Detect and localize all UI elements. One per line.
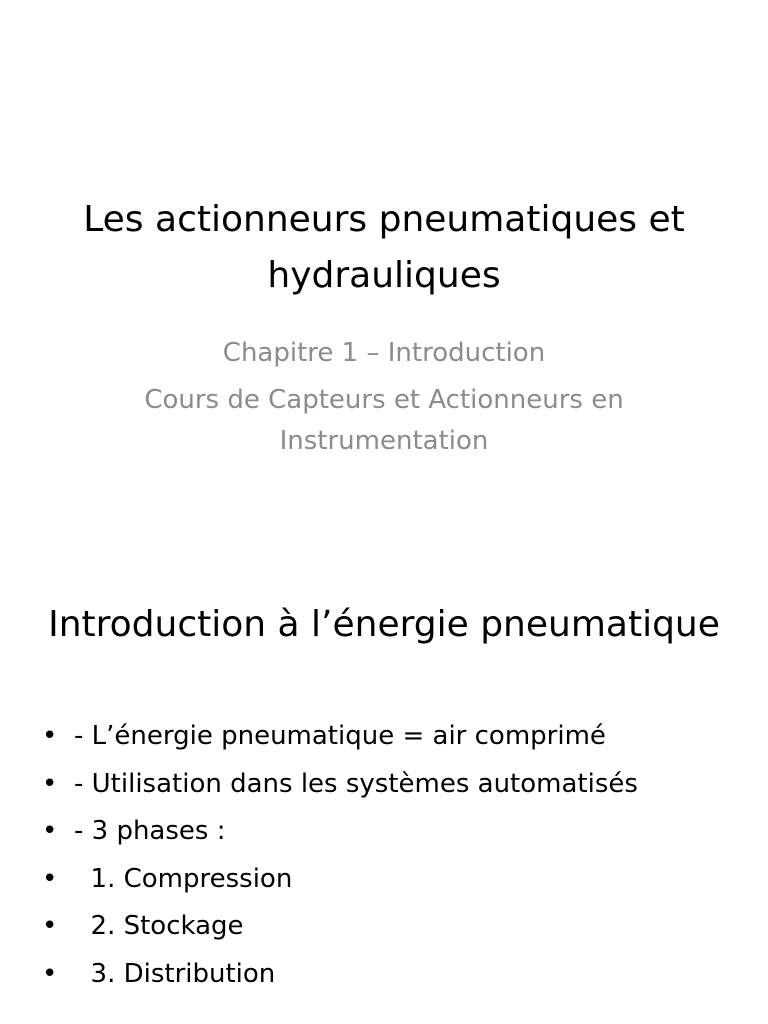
presentation-title: Les actionneurs pneumatiques et hydrauliques [83,199,685,296]
bullet-text: - 3 phases : [74,816,226,846]
bullet-text: - Utilisation dans les systèmes automatisés [74,768,638,799]
bullet-item [40,713,740,761]
bullet-text: 2. Stockage [74,911,244,941]
bullet-dot-icon: • [42,816,58,846]
bullet-item [40,903,740,951]
bullet-dot-icon: • [42,768,58,799]
bullet-dot-icon: • [42,721,58,751]
bullet-item [40,761,740,809]
bullet-dot-icon: • [42,863,58,894]
bullet-item [40,951,740,999]
bullet-item [40,856,740,904]
bullet-dot-icon: • [42,911,58,941]
bullet-list [40,713,740,998]
bullet-text: - L’énergie pneumatique = air comprimé [74,721,606,751]
presentation-subtitle [60,333,708,462]
bullet-dot-icon: • [42,958,58,989]
subtitle-line-chapter: Chapitre 1 – Introduction [222,338,546,368]
bullet-item [40,808,740,856]
bullet-text: 3. Distribution [74,958,276,989]
slide-title: Introduction à l’énergie pneumatique [48,604,720,645]
subtitle-line-course: Cours de Capteurs et Actionneurs en Instrumentation [144,385,624,456]
bullet-text: 1. Compression [74,863,293,894]
